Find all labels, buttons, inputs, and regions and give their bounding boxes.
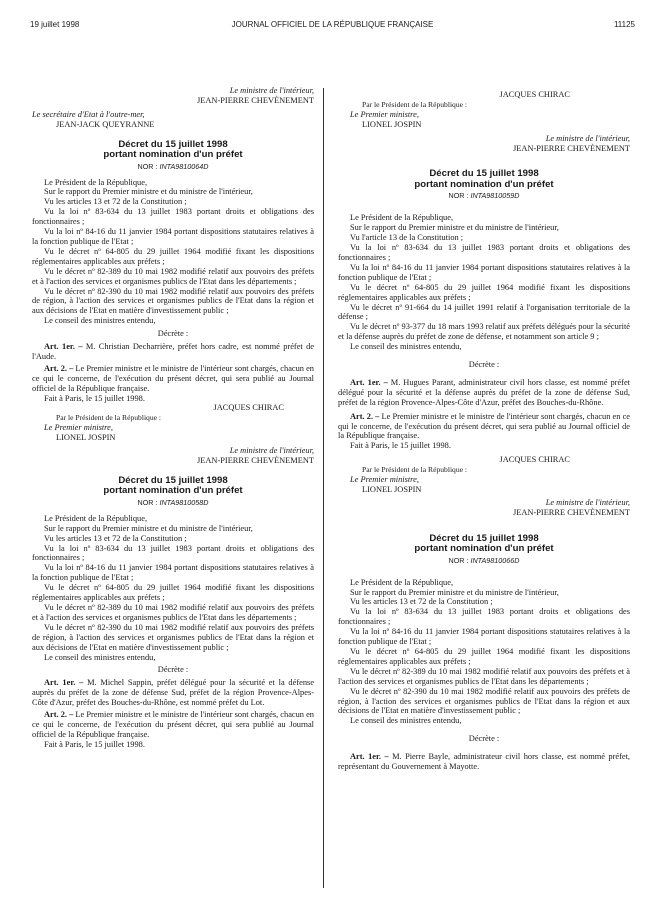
paragraph: Vu la loi nº 84-16 du 11 janvier 1984 portant dispositions statutaires relatives à la fonction publique de l'Etat ;: [32, 563, 314, 583]
signature-title: Le Premier ministre,: [350, 109, 419, 119]
decrete-heading: Décrète :: [157, 329, 189, 339]
signature-title: Le ministre de l'intérieur,: [229, 86, 314, 95]
paragraph: Vu le décret nº 64-805 du 29 juillet 1964 modifié fixant les dispositions réglementaires applicables aux préfets ;: [338, 646, 630, 666]
paragraph: Le Président de la République,: [44, 177, 148, 187]
signature-title: Le secrétaire d'Etat à l'outre-mer,: [32, 109, 145, 119]
signature-name: JEAN-PIERRE CHEVÈNEMENT: [196, 456, 314, 465]
paragraph: Vu le décret nº 64-805 du 29 juillet 1964 modifié fixant les dispositions réglementaires applicables aux préfets ;: [32, 246, 314, 266]
issue-date: 19 juillet 1998: [30, 20, 80, 29]
paragraph: Vu la loi nº 83-634 du 13 juillet 1983 portant droits et obligations des fonctionnaires ;: [32, 207, 314, 227]
paragraph: Vu le décret nº 82-390 du 10 mai 1982 modifié relatif aux pouvoirs des préfets de région, à l'action des services et organismes publics de l'Etat dans la région et aux décisions de l'Etat en matière d'investissement public ;: [338, 686, 630, 716]
page-header: [30, 20, 635, 34]
paragraph: Vu la loi nº 83-634 du 13 juillet 1983 portant droits et obligations des fonctionnaires ;: [32, 543, 314, 563]
signature-name: JEAN-PIERRE CHEVÈNEMENT: [512, 143, 630, 153]
paragraph: Vu la loi nº 84-16 du 11 janvier 1984 portant dispositions statutaires relatives à la fonction publique de l'Etat ;: [338, 627, 630, 647]
fait-a-paris: Fait à Paris, le 15 juillet 1998.: [44, 739, 145, 749]
article-1: Art. 1er. – M. Pierre Bayle, administrateur civil hors classe, est nommé préfet, représentant du Gouvernement à Mayotte.: [338, 752, 631, 772]
paragraph: Vu le décret nº 64-805 du 29 juillet 1964 modifié fixant les dispositions réglementaires applicables aux préfets ;: [32, 583, 314, 603]
right-column: [338, 90, 630, 772]
nor-reference: NOR : INTA9810064D: [137, 161, 209, 171]
signature-name: JACQUES CHIRAC: [213, 403, 284, 413]
signature-title: Par le Président de la République :: [56, 413, 162, 423]
paragraph: Le Président de la République,: [350, 213, 454, 223]
paragraph: Sur le rapport du Premier ministre et du ministre de l'intérieur,: [44, 187, 253, 197]
signature-name: LIONEL JOSPIN: [362, 119, 422, 129]
nor-reference: NOR : INTA9810066D: [448, 555, 520, 565]
decree-3: [338, 169, 630, 517]
column-divider: [323, 88, 324, 888]
paragraph: Vu le décret nº 82-389 du 10 mai 1982 modifié relatif aux pouvoirs des préfets et à l'action des services et organismes publics de l'Etat dans les départements ;: [338, 666, 630, 686]
left-column: [32, 86, 314, 750]
paragraph: Vu la loi nº 84-16 du 11 janvier 1984 portant dispositions statutaires relatives à la fonction publique de l'Etat ;: [338, 262, 630, 282]
decree-title: Décret du 15 juillet 1998 portant nomination d'un préfet: [103, 138, 243, 161]
decrete-heading: Décrète :: [468, 360, 500, 370]
paragraph: Le Président de la République,: [350, 577, 454, 587]
paragraph: Vu le décret nº 64-805 du 29 juillet 1964 modifié fixant les dispositions réglementaires applicables aux préfets ;: [338, 282, 630, 302]
paragraph: Le conseil des ministres entendu,: [44, 652, 156, 662]
signature-name: JACQUES CHIRAC: [499, 90, 570, 99]
paragraph: Sur le rapport du Premier ministre et du ministre de l'intérieur,: [350, 223, 559, 233]
article-1: Art. 1er. – M. Christian Decharrière, préfet hors cadre, est nommé préfet de l'Aude.: [32, 342, 315, 361]
decree-title: Décret du 15 juillet 1998 portant nomination d'un préfet: [103, 474, 243, 497]
paragraph: Sur le rapport du Premier ministre et du ministre de l'intérieur,: [350, 587, 559, 597]
signature-title: Par le Président de la République :: [362, 465, 468, 475]
decree-1: [32, 140, 314, 466]
signature-name: LIONEL JOSPIN: [56, 433, 116, 443]
paragraph: Vu le décret nº 93-377 du 18 mars 1993 relatif aux préfets délégués pour la sécurité et la défense auprès du préfet de zone de défense, et notamment son article 9 ;: [338, 322, 630, 342]
decree-title: Décret du 15 juillet 1998 portant nomination d'un préfet: [414, 532, 554, 555]
paragraph: Vu la loi nº 83-634 du 13 juillet 1983 portant droits et obligations des fonctionnaires ;: [338, 243, 630, 262]
paragraph: Le conseil des ministres entendu,: [350, 342, 462, 352]
paragraph: Le Président de la République,: [44, 513, 148, 523]
journal-title: JOURNAL OFFICIEL DE LA RÉPUBLIQUE FRANÇAISE: [231, 20, 434, 29]
nor-reference: NOR : INTA9810058D: [137, 497, 209, 507]
decrete-heading: Décrète :: [468, 734, 500, 744]
signature-title: Le ministre de l'intérieur,: [545, 497, 630, 507]
paragraph: Vu la loi nº 84-16 du 11 janvier 1984 portant dispositions statutaires relatives à la fonction publique de l'Etat ;: [32, 227, 314, 246]
paragraph: Le conseil des ministres entendu,: [350, 716, 462, 726]
signature-name: LIONEL JOSPIN: [362, 485, 422, 494]
decree-4: [338, 534, 630, 772]
paragraph: Vu le décret nº 82-390 du 10 mai 1982 modifié relatif aux pouvoirs des préfets de région, à l'action des services et organismes publics de l'Etat dans la région et aux décisions de l'Etat en matière d'investissement public ;: [32, 286, 314, 316]
decrete-heading: Décrète :: [157, 665, 189, 675]
signature-name: JEAN-PIERRE CHEVÈNEMENT: [196, 95, 314, 105]
signature-title: Le ministre de l'intérieur,: [229, 446, 314, 456]
signature-title: Par le Président de la République :: [362, 99, 468, 109]
signature-title: Le Premier ministre,: [44, 423, 113, 433]
article-1: Art. 1er. – M. Hugues Parant, administrateur civil hors classe, est nommé préfet délégué pour la sécurité et la défense auprès du préfet de la zone de défense Sud, préfet de la région Provence-Alpes-Côte d'Azur, préfet des Bouches-du-Rhône.: [338, 377, 631, 407]
article-1: Art. 1er. – M. Michel Sappin, préfet délégué pour la sécurité et la défense auprès du préfet de la zone de défense Sud, préfet de la région Provence-Alpes-Côte d'Azur, préfet des Bouches-du-Rhône, est nommé préfet du Lot.: [32, 678, 314, 708]
signature-title: Le ministre de l'intérieur,: [545, 133, 630, 143]
paragraph: Vu la loi nº 83-634 du 13 juillet 1983 portant droits et obligations des fonctionnaires ;: [338, 607, 630, 627]
signature-name: JACQUES CHIRAC: [499, 455, 570, 465]
article-2: Art. 2. – Le Premier ministre et le ministre de l'intérieur sont chargés, chacun en ce qui le concerne, de l'exécution du présent décret, qui sera publié au Journal officiel de la République française.: [338, 411, 631, 441]
paragraph: Sur le rapport du Premier ministre et du ministre de l'intérieur,: [44, 523, 253, 533]
page-number: 11125: [613, 20, 635, 29]
paragraph: Vu le décret nº 82-389 du 10 mai 1982 modifié relatif aux pouvoirs des préfets et à l'action des services et organismes publics de l'Etat dans les départements ;: [32, 266, 314, 286]
fait-a-paris: Fait à Paris, le 15 juillet 1998.: [44, 393, 145, 403]
paragraph: Vu les articles 13 et 72 de la Constitution ;: [44, 533, 187, 543]
paragraph: Vu le décret nº 82-389 du 10 mai 1982 modifié relatif aux pouvoirs des préfets et à l'action des services et organismes publics de l'Etat dans les départements ;: [32, 602, 314, 622]
paragraph: Vu les articles 13 et 72 de la Constitution ;: [350, 597, 493, 607]
paragraph: Vu les articles 13 et 72 de la Constitution ;: [44, 197, 187, 207]
paragraph: Vu le décret nº 82-390 du 10 mai 1982 modifié relatif aux pouvoirs des préfets de région, à l'action des services et organismes publics de l'Etat dans la région et aux décisions de l'Etat en matière d'investissement public ;: [32, 622, 314, 652]
article-2: Art. 2. – Le Premier ministre et le ministre de l'intérieur sont chargés, chacun en ce qui le concerne, de l'exécution du présent décret, qui sera publié au Journal officiel de la République française.: [32, 710, 314, 739]
fait-a-paris: Fait à Paris, le 15 juillet 1998.: [350, 441, 451, 451]
signature-name: JEAN-JACK QUEYRANNE: [56, 119, 155, 129]
article-2: Art. 2. – Le Premier ministre et le ministre de l'intérieur sont chargés, chacun en ce qui le concerne, de l'exécution du présent décret, qui sera publié au Journal officiel de la République française.: [32, 363, 314, 393]
signature-name: JEAN-PIERRE CHEVÈNEMENT: [512, 507, 630, 517]
decree-title: Décret du 15 juillet 1998 portant nomination d'un préfet: [414, 168, 554, 190]
nor-reference: NOR : INTA9810059D: [448, 191, 520, 201]
decree-2: [32, 476, 314, 750]
paragraph: Le conseil des ministres entendu,: [44, 316, 156, 326]
paragraph: Vu le décret nº 91-664 du 14 juillet 1991 relatif à l'organisation territoriale de la défense ;: [338, 302, 630, 322]
signature-title: Le Premier ministre,: [350, 475, 419, 485]
paragraph: Vu l'article 13 de la Constitution ;: [350, 233, 464, 243]
